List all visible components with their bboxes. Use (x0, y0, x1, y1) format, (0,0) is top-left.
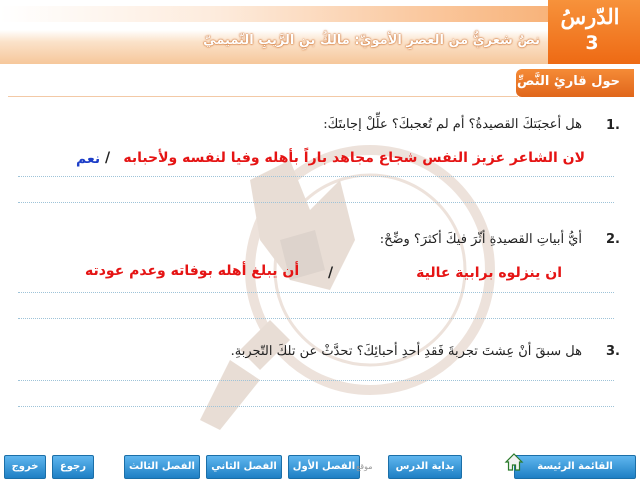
question-1-number: 1. (606, 118, 620, 133)
unit-3-button[interactable]: الفصل الثالث (124, 455, 200, 479)
question-3-text: هل سبقَ أنْ عِشتَ تجربةَ فَقدِ أحدِ أحبائِكَ؟ تحدَّثْ عن تلكَ التّجربةِ. (230, 344, 582, 359)
home-icon[interactable] (504, 452, 524, 472)
header-stripe (0, 6, 548, 22)
question-2-text: أيُّ أبياتِ القصيدةِ أثّرَ فيكَ أكثرَ؟ وضِّحْ: (379, 232, 582, 247)
question-1-answer-separator: / (105, 150, 111, 166)
answer-line (18, 202, 614, 203)
question-1-text: هل أعجبَتكَ القصيدةُ؟ أم لم تُعجبكَ؟ علِّلْ إجابتَكَ: (323, 117, 582, 132)
exit-button[interactable]: خروج (4, 455, 46, 479)
back-button[interactable]: رجوع (52, 455, 94, 479)
answer-line (18, 318, 614, 319)
answer-line (18, 292, 614, 293)
lesson-label: الدّرسُ (560, 4, 620, 29)
answer-line (18, 406, 614, 407)
section-tab (511, 69, 634, 97)
lesson-title: نصٌ شعريٌّ من العصرِ الأمويّ: مالكُ بنِ الرَّيبِ التّميميّ (203, 33, 540, 48)
section-title: حول قارئِ النَّصِّ: (511, 74, 620, 89)
answer-line (18, 176, 614, 177)
lesson-start-button[interactable]: بداية الدرس (388, 455, 462, 479)
lesson-number: 3 (585, 32, 599, 54)
unit-2-button[interactable]: الفصل الثاني (206, 455, 282, 479)
question-2-answer-separator: / (328, 265, 334, 281)
lesson-badge (548, 0, 640, 64)
question-1-answer-yes: نعم (76, 151, 101, 167)
question-1-answer-reason: لان الشاعر عزيز النفس شجاع مجاهد باراً بأهله وفيا لنفسه ولأحبابه (123, 150, 585, 166)
section-divider (8, 96, 518, 97)
question-2-answer-part1: ان ينزلوه برابية عالية (416, 265, 562, 281)
answer-line (18, 380, 614, 381)
question-3-number: 3. (606, 344, 620, 359)
unit-1-button[interactable]: الفصل الأول (288, 455, 360, 479)
question-2-answer-part2: أن يبلغ أهله بوفاته وعدم عودته (85, 263, 300, 279)
main-menu-button[interactable]: القائمة الرئيسة (514, 455, 636, 479)
header (0, 0, 640, 64)
question-2-number: 2. (606, 232, 620, 247)
footer-note: موقع (356, 462, 373, 471)
